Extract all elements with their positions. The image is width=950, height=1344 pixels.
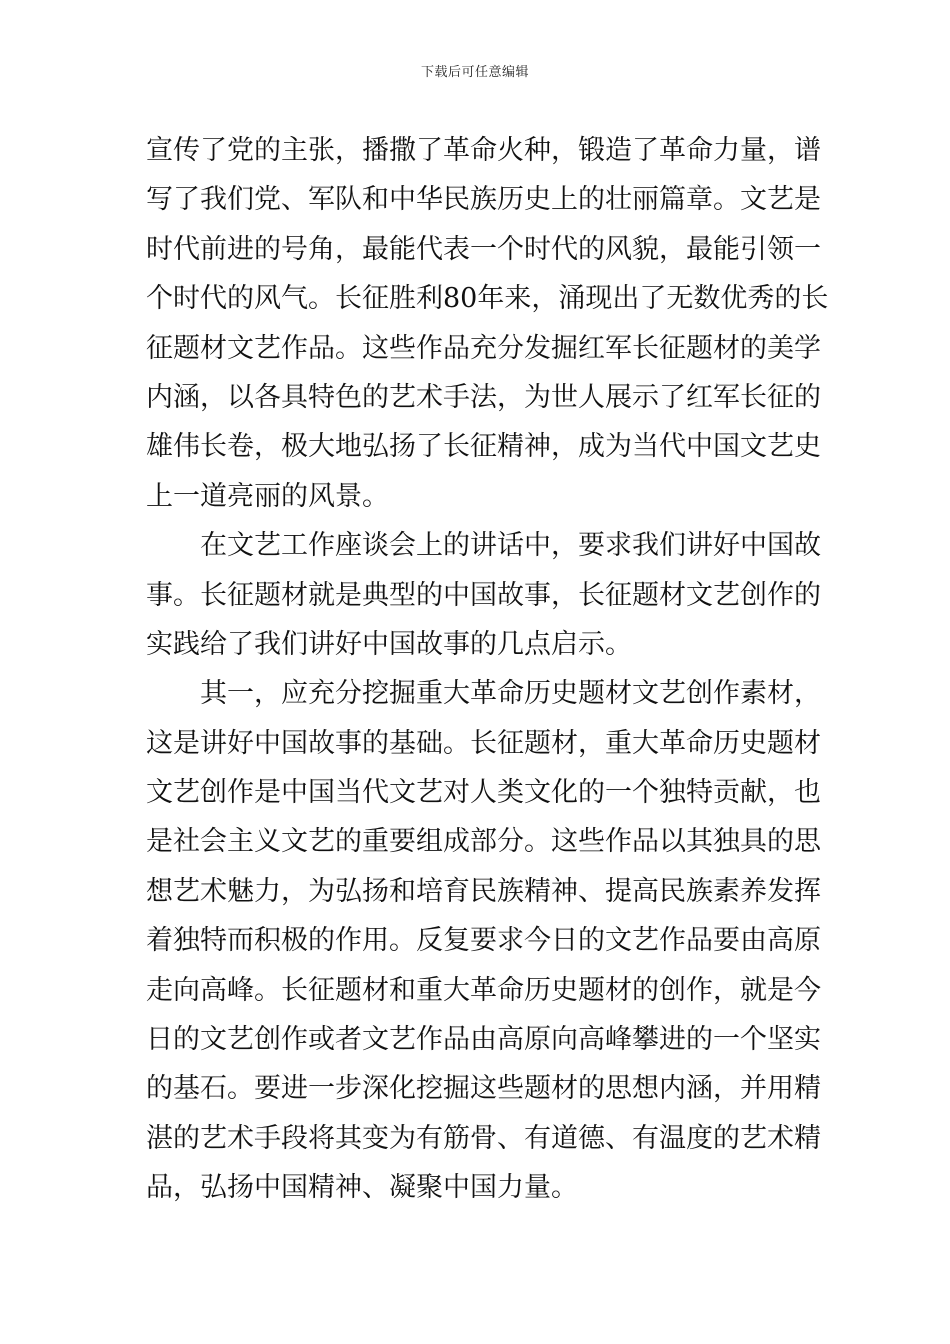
text-line: 在文艺工作座谈会上的讲话中，要求我们讲好中国故 — [200, 530, 821, 562]
text-line: 这是讲好中国故事的基础。长征题材，重大革命历史题材 — [146, 727, 821, 759]
text-line: 湛的艺术手段将其变为有筋骨、有道德、有温度的艺术精 — [146, 1122, 821, 1154]
text-line: 时代前进的号角，最能代表一个时代的风貌，最能引领一 — [146, 233, 821, 265]
text-line: 走向高峰。长征题材和重大革命历史题材的创作，就是今 — [146, 974, 821, 1006]
paragraph-2 — [146, 521, 821, 669]
text-line: 想艺术魅力，为弘扬和培育民族精神、提高民族素养发挥 — [146, 875, 821, 907]
paragraph-1 — [146, 126, 829, 521]
document-body — [146, 126, 829, 1213]
text-line: 宣传了党的主张，播撒了革命火种，锻造了革命力量，谱 — [146, 135, 821, 166]
text-line: 内涵，以各具特色的艺术手法，为世人展示了红军长征的 — [146, 381, 821, 413]
text-line: 是社会主义文艺的重要组成部分。这些作品以其独具的思 — [146, 826, 821, 858]
text-line: 日的文艺创作或者文艺作品由高原向高峰攀进的一个坚实 — [146, 1024, 821, 1056]
text-line: 个时代的风气。长征胜利80年来，涌现出了无数优秀的长 — [146, 283, 829, 315]
text-line: 的基石。要进一步深化挖掘这些题材的思想内涵，并用精 — [146, 1073, 821, 1105]
paragraph-3 — [146, 669, 821, 1212]
text-line: 品，弘扬中国精神、凝聚中国力量。 — [146, 1172, 578, 1204]
text-line: 事。长征题材就是典型的中国故事，长征题材文艺创作的 — [146, 579, 821, 611]
text-line: 文艺创作是中国当代文艺对人类文化的一个独特贡献，也 — [146, 777, 821, 809]
text-line: 其一，应充分挖掘重大革命历史题材文艺创作素材， — [200, 678, 821, 710]
text-line: 写了我们党、军队和中华民族历史上的壮丽篇章。文艺是 — [146, 184, 821, 216]
text-line: 征题材文艺作品。这些作品充分发掘红军长征题材的美学 — [146, 332, 821, 364]
text-line: 上一道亮丽的风景。 — [146, 480, 389, 512]
text-line: 实践给了我们讲好中国故事的几点启示。 — [146, 628, 632, 660]
page-header: 下载后可任意编辑 — [420, 65, 529, 80]
text-line: 着独特而积极的作用。反复要求今日的文艺作品要由高原 — [146, 925, 821, 957]
text-line: 雄伟长卷，极大地弘扬了长征精神，成为当代中国文艺史 — [146, 431, 821, 463]
